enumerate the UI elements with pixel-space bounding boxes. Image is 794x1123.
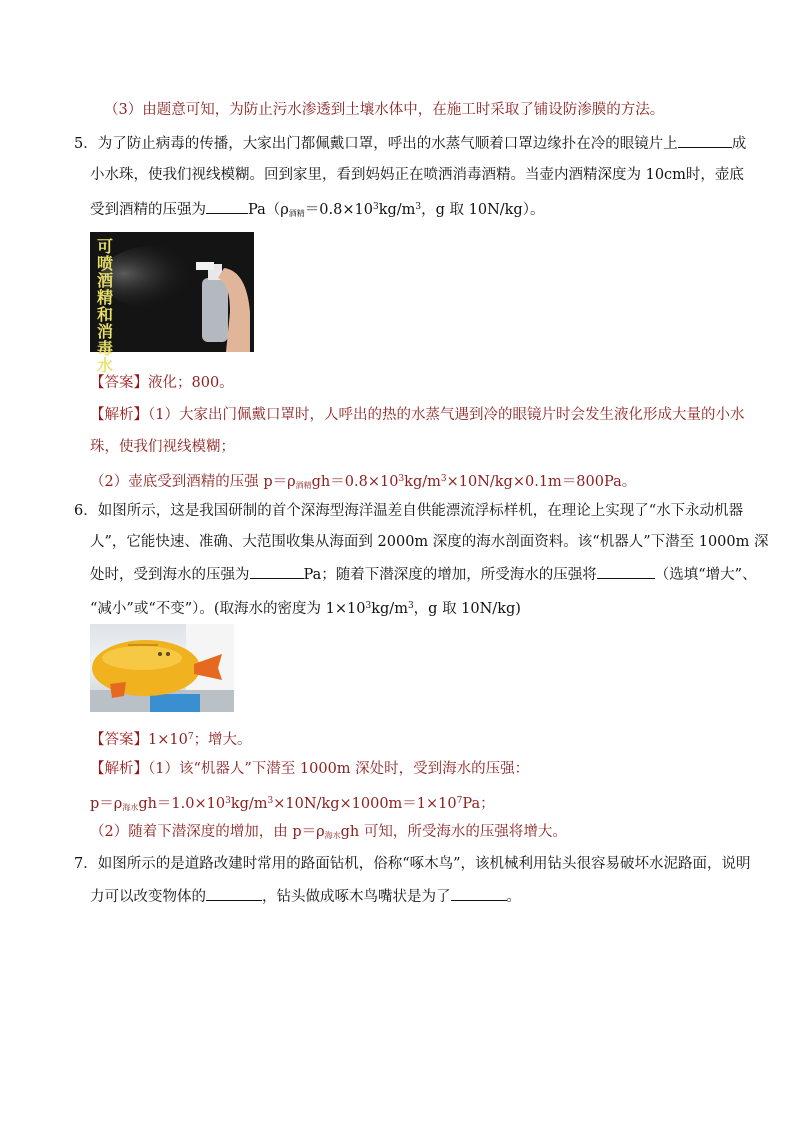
answer-tag: 【答案】 [90,375,148,391]
question-number: 6． [74,503,98,519]
question-6-line-1: 6．如图所示，这是我国研制的首个深海型海洋温差自供能漂流浮标样机，在理论上实现了“水下永动机器 [74,503,744,519]
underwater-robot-image [90,624,234,712]
question-5-line-3: 受到酒精的压强为 $Pa(\rho_{酒精}=0.8\times 10^3kg/m^3$，g 取 10N/kg）。 [90,197,544,224]
analysis-tag: 【解析】 [90,761,148,777]
question-number: 5． [74,136,98,152]
question-number: 7． [74,856,98,872]
question-7-line-2: 力可以改变物体的 ，钻头做成啄木鸟嘴状是为了 。 [90,886,521,907]
spray-bottle-image [90,232,254,375]
answer-6: 【答案】$1\times 10^7$；增大。 [90,732,252,748]
analysis-tag: 【解析】 [90,407,148,423]
question-6-line-3: 处时，受到海水的压强为 Pa；随着下潜深度的增加，所受海水的压强将 （选填“增大”、 [90,564,757,585]
answer-5: 【答案】液化；800。 [90,375,234,391]
question-6-line-4: “减小”或“不变”）。(取海水的密度为 $1\times 10^3kg/m^3$，g 取 10N/kg) [90,601,521,617]
answer-blank [451,886,507,901]
question-6-line-2: 人”，它能快速、准确、大范围收集从海面到 2000m 深度的海水剖面资料。该“机器人”下潜至 1000m 深 [90,534,769,550]
analysis-5-line-3: （2）壶底受到酒精的压强 $p=\rho_{酒精}gh=0.8\times 10^3kg/m^3\times 10N/kg\times 0.1m=800Pa$。 [90,474,637,490]
analysis-5-line-1: 【解析】（1）大家出门佩戴口罩时，人呼出的热的水蒸气遇到冷的眼镜片时会发生液化形成大量的小水 [90,407,745,423]
answer-blank [678,133,732,148]
analysis-5-line-2: 珠，使我们视线模糊； [90,439,235,455]
analysis-6-line-2: $p=\rho_{海水}gh=1.0\times 10^3kg/m^3\times 10N/kg\times 1000m=1\times 10^7Pa$； [90,796,495,812]
answer-blank [206,886,262,901]
question-7-line-1: 7．如图所示的是道路改建时常用的路面钻机，俗称“啄木鸟”，该机械利用钻头很容易破坏水泥路面，说明 [74,856,751,872]
question-5-line-2: 小水珠，使我们视线模糊。回到家里，看到妈妈正在喷洒消毒酒精。当壶内酒精深度为 10cm时，壶底 [90,167,744,183]
analysis-6-line-3: （2）随着下潜深度的增加，由 $p=\rho_{海水}gh$ 可知，所受海水的压强将增大。 [90,824,567,840]
analysis-6-line-1: 【解析】（1）该“机器人”下潜至 1000m 深处时，受到海水的压强： [90,761,530,777]
sub-answer-3: （3）由题意可知，为防止污水渗透到土壤水体中，在施工时采取了铺设防渗膜的方法。 [104,102,665,118]
answer-blank [597,564,655,579]
question-5-line-1: 5．为了防止病毒的传播，大家出门都佩戴口罩，呼出的水蒸气顺着口罩边缘扑在冷的眼镜片上 成 [74,133,746,154]
answer-blank [250,564,304,579]
image-caption: 可喷酒精和消毒水 [96,237,113,375]
answer-blank [206,199,248,214]
answer-tag: 【答案】 [90,732,148,748]
